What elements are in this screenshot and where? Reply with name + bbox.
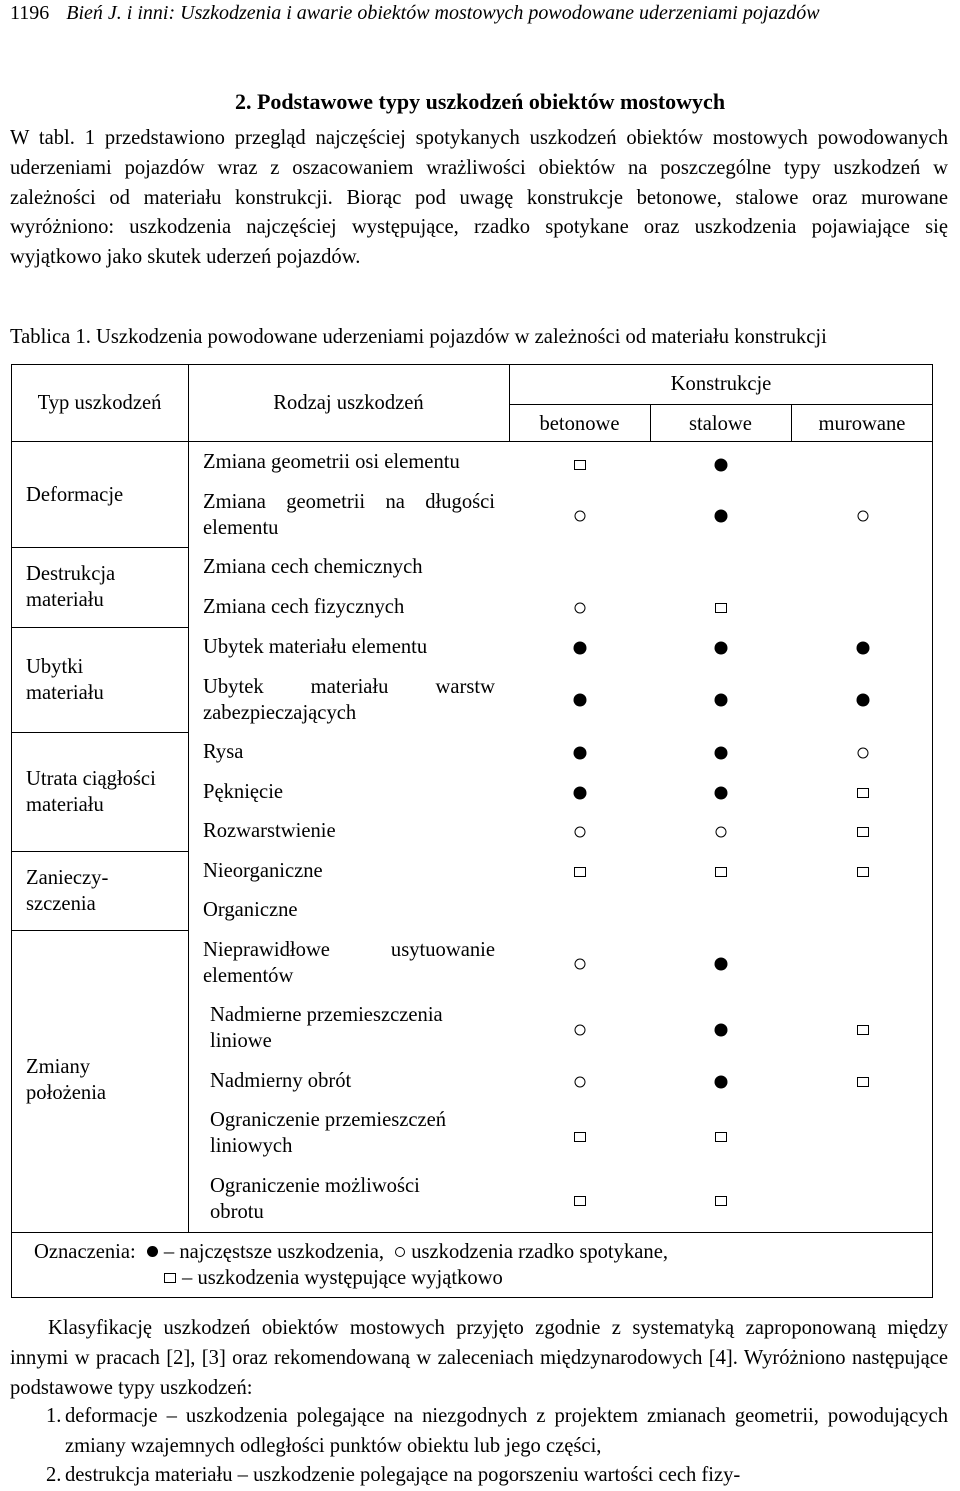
dot-icon bbox=[147, 1246, 158, 1257]
header-type: Typ uszkodzeń bbox=[37, 392, 162, 414]
damage-row: Ubytek materiału warstw zabezpieczających bbox=[203, 676, 495, 724]
classification-text: Klasyfikację uszkodzeń obiektów mostowych przyjęto zgodnie z systematyką zaproponowaną między innymi w pracach [2], [3] oraz rekomendowaną w zaleceniach międzynarodowych [4]. Wyróżniono następujące podstawowe typy uszkodzeń: bbox=[10, 1317, 948, 1399]
circle-icon bbox=[858, 748, 869, 759]
circle-icon bbox=[575, 511, 586, 522]
dot-icon bbox=[715, 459, 728, 472]
header-masonry: murowane bbox=[818, 413, 906, 435]
intro-paragraph: W tabl. 1 przedstawiono przegląd najczęściej spotykanych uszkodzeń obiektów mostowych powodowanych uderzeniami pojazdów wraz z oszacowaniem wrażliwości obiektów na poszczególne typy uszkodzeń w zależności od materiału konstrukcji. Biorąc pod uwagę konstrukcje betonowe, stalowe oraz murowane wyróżniono: uszkodzenia najczęściej występujące, rzadko spotykane oraz uszkodzenia pojawiające się wyjątkowo jako skutek uderzeń pojazdów. bbox=[10, 127, 948, 269]
circle-icon bbox=[575, 1025, 586, 1036]
damage-row: Ograniczenie przemieszczeń liniowych bbox=[210, 1109, 447, 1157]
dot-icon bbox=[574, 787, 587, 800]
damage-row: Pęknięcie bbox=[203, 781, 284, 803]
legend-square-text: – uszkodzenia występujące wyjątkowo bbox=[182, 1267, 503, 1289]
list-number: 1. bbox=[46, 1405, 62, 1427]
legend bbox=[34, 1239, 668, 1265]
header-kind: Rodzaj uszkodzeń bbox=[273, 392, 424, 414]
dot-icon bbox=[715, 787, 728, 800]
classification-paragraph bbox=[10, 1314, 948, 1403]
dot-icon bbox=[715, 747, 728, 760]
square-icon bbox=[574, 460, 586, 470]
damage-row: Organiczne bbox=[203, 899, 298, 921]
square-icon bbox=[715, 1196, 727, 1206]
legend-dot-text: – najczęstsze uszkodzenia, bbox=[163, 1241, 385, 1263]
circle-icon bbox=[575, 603, 586, 614]
circle-icon bbox=[395, 1247, 405, 1257]
square-icon bbox=[574, 867, 586, 877]
dot-icon bbox=[574, 642, 587, 655]
dot-icon bbox=[715, 958, 728, 971]
damage-row: Rysa bbox=[203, 741, 244, 763]
square-icon bbox=[857, 788, 869, 798]
circle-icon bbox=[716, 827, 727, 838]
dot-icon bbox=[715, 1024, 728, 1037]
header-construction: Konstrukcje bbox=[670, 373, 772, 395]
damage-row: Zmiana cech chemicznych bbox=[203, 556, 423, 578]
list-number: 2. bbox=[46, 1464, 62, 1486]
square-icon bbox=[857, 867, 869, 877]
category-deformations: Deformacje bbox=[26, 484, 124, 506]
damage-row: Zmiana geometrii na długości elementu bbox=[203, 491, 495, 539]
table-caption: Tablica 1. Uszkodzenia powodowane uderzeniami pojazdów w zależności od materiału konstrukcji bbox=[10, 326, 827, 348]
damage-row: Nieorganiczne bbox=[203, 860, 323, 882]
circle-icon bbox=[575, 959, 586, 970]
damage-row: Ograniczenie możliwości obrotu bbox=[210, 1175, 420, 1223]
dot-icon bbox=[715, 1076, 728, 1089]
dot-icon bbox=[715, 642, 728, 655]
page-number: 1196 bbox=[10, 2, 50, 24]
dot-icon bbox=[857, 694, 870, 707]
damage-row: Nadmierny obrót bbox=[210, 1070, 352, 1092]
list-item bbox=[10, 1461, 948, 1491]
list-text: deformacje – uszkodzenia polegające na niezgodnych z projektem zmianach geometrii, powodujących zmiany wzajemnych odległości punktów obiektu lub jego części, bbox=[65, 1405, 948, 1457]
damage-row: Zmiana geometrii osi elementu bbox=[203, 451, 460, 473]
square-icon bbox=[857, 827, 869, 837]
list-text: destrukcja materiału – uszkodzenie polegające na pogorszeniu wartości cech fizy- bbox=[65, 1464, 741, 1486]
category-continuity-loss: Utrata ciągłości materiału bbox=[26, 768, 156, 816]
header-concrete: betonowe bbox=[539, 413, 620, 435]
circle-icon bbox=[575, 1077, 586, 1088]
list-item bbox=[10, 1402, 948, 1461]
damage-row: Nadmierne przemieszczenia liniowe bbox=[210, 1004, 443, 1052]
category-position-changes: Zmiany położenia bbox=[26, 1056, 107, 1104]
damage-row: Ubytek materiału elementu bbox=[203, 636, 428, 658]
circle-icon bbox=[575, 827, 586, 838]
dot-icon bbox=[715, 510, 728, 523]
dot-icon bbox=[857, 642, 870, 655]
damage-row: Rozwarstwienie bbox=[203, 820, 336, 842]
square-icon bbox=[715, 1132, 727, 1142]
circle-icon bbox=[858, 511, 869, 522]
damage-types-list bbox=[10, 1402, 948, 1491]
dot-icon bbox=[574, 694, 587, 707]
section-title: 2. Podstawowe typy uszkodzeń obiektów mostowych bbox=[234, 89, 726, 114]
legend-prefix: Oznaczenia: bbox=[34, 1241, 136, 1263]
category-contamination: Zanieczy-szczenia bbox=[26, 867, 109, 915]
category-material-loss: Ubytki materiału bbox=[26, 656, 104, 704]
square-icon bbox=[574, 1132, 586, 1142]
square-icon bbox=[164, 1273, 176, 1283]
header-steel: stalowe bbox=[689, 413, 752, 435]
square-icon bbox=[574, 1196, 586, 1206]
dot-icon bbox=[715, 694, 728, 707]
damage-row: Zmiana cech fizycznych bbox=[203, 596, 405, 618]
category-material-destruction: Destrukcja materiału bbox=[26, 563, 116, 611]
legend-circle-text: uszkodzenia rzadko spotykane, bbox=[411, 1241, 668, 1263]
square-icon bbox=[715, 867, 727, 877]
square-icon bbox=[857, 1077, 869, 1087]
square-icon bbox=[715, 603, 727, 613]
legend-line-2 bbox=[158, 1265, 503, 1291]
square-icon bbox=[857, 1025, 869, 1035]
damage-row: Nieprawidłowe usytuowanie elementów bbox=[203, 939, 495, 987]
running-header bbox=[10, 0, 820, 30]
running-title: Bień J. i inni: Uszkodzenia i awarie obiektów mostowych powodowane uderzeniami pojazdów bbox=[66, 2, 820, 24]
dot-icon bbox=[574, 747, 587, 760]
